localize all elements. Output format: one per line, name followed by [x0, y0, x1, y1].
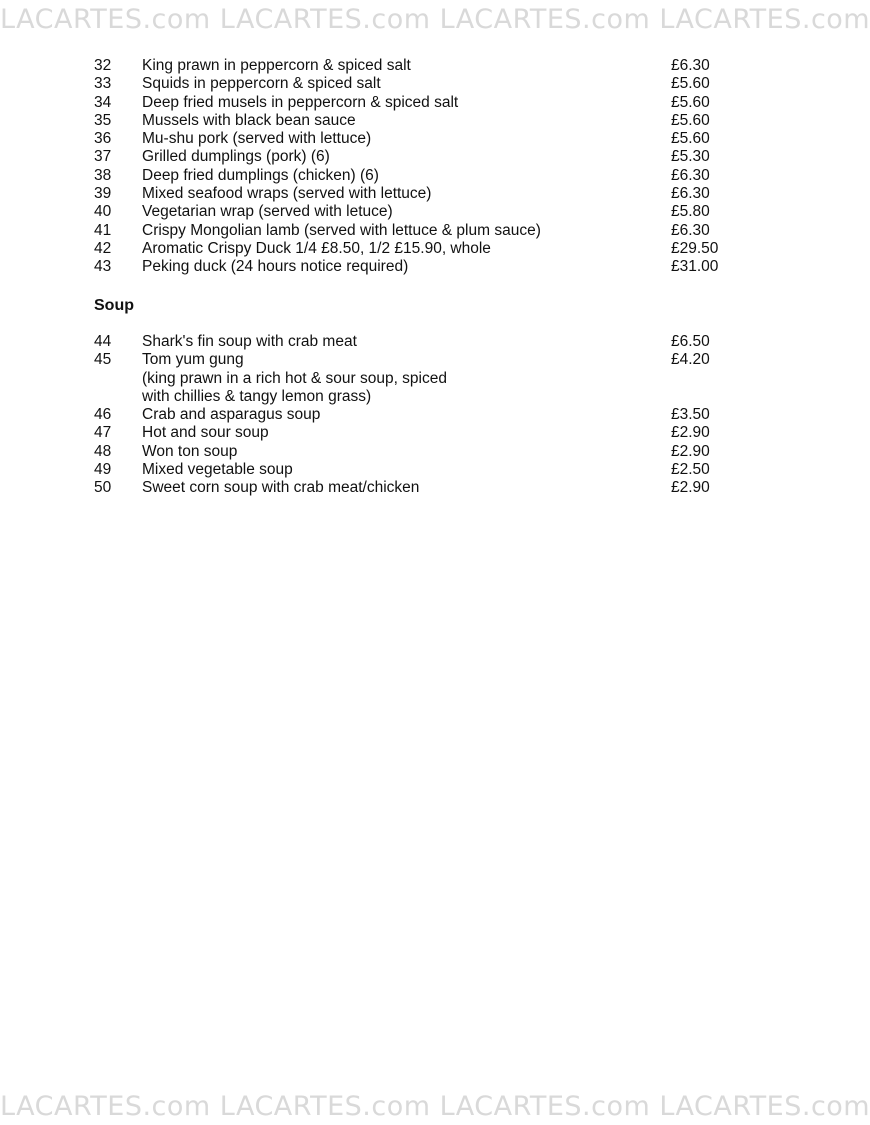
menu-item [94, 443, 734, 461]
item-name: Tom yum gung [142, 351, 244, 369]
menu-item [94, 148, 734, 166]
item-price: £5.60 [671, 111, 710, 129]
menu-item [94, 75, 734, 93]
item-price: £31.00 [671, 258, 719, 276]
menu-item [94, 479, 734, 497]
menu-item [94, 240, 734, 258]
item-price: £6.30 [671, 221, 710, 239]
item-name: Squids in peppercorn & spiced salt [142, 75, 381, 93]
item-name: Mixed vegetable soup [142, 461, 293, 479]
watermark-top: LACARTES.com LACARTES.com LACARTES.com LACARTES.com [0, 4, 870, 35]
item-name: Won ton soup [142, 442, 238, 460]
watermark-bottom: LACARTES.com LACARTES.com LACARTES.com LACARTES.com [0, 1091, 870, 1122]
item-number: 48 [94, 442, 112, 460]
item-number: 47 [94, 424, 112, 442]
soup-list [94, 333, 734, 498]
item-number: 42 [94, 239, 112, 257]
item-name: Mussels with black bean sauce [142, 111, 356, 129]
menu-item [94, 112, 734, 130]
item-price: £5.60 [671, 75, 710, 93]
item-number: 40 [94, 203, 112, 221]
item-number: 50 [94, 479, 112, 497]
item-number: 32 [94, 57, 112, 74]
item-price: £5.30 [671, 148, 710, 166]
menu-item [94, 406, 734, 424]
item-name: Deep fried musels in peppercorn & spiced salt [142, 93, 459, 111]
item-number: 35 [94, 111, 112, 129]
menu-item [94, 461, 734, 479]
item-name: Grilled dumplings (pork) (6) [142, 148, 330, 166]
menu-item [94, 424, 734, 442]
item-price: £6.50 [671, 333, 710, 350]
menu-item [94, 185, 734, 203]
item-name: Shark's fin soup with crab meat [142, 333, 357, 350]
item-name: Crispy Mongolian lamb (served with lettuce & plum sauce) [142, 221, 541, 239]
item-price: £4.20 [671, 351, 710, 369]
item-number: 41 [94, 221, 112, 239]
item-name: King prawn in peppercorn & spiced salt [142, 57, 411, 74]
item-number: 49 [94, 461, 112, 479]
menu-item [94, 258, 734, 276]
menu-item [94, 222, 734, 240]
item-price: £6.30 [671, 166, 710, 184]
item-number: 44 [94, 333, 112, 350]
item-number: 46 [94, 406, 112, 424]
item-name: Aromatic Crispy Duck 1/4 £8.50, 1/2 £15.90, whole [142, 239, 491, 257]
menu-item [94, 57, 734, 75]
menu-item [94, 130, 734, 148]
item-number: 34 [94, 93, 112, 111]
item-number: 38 [94, 166, 112, 184]
starters-list [94, 57, 734, 277]
item-description: with chillies & tangy lemon grass) [142, 387, 372, 405]
menu-item [94, 333, 734, 351]
item-price: £29.50 [671, 239, 719, 257]
item-description-line [94, 370, 734, 388]
menu-item [94, 351, 734, 369]
item-number: 36 [94, 130, 112, 148]
item-price: £5.60 [671, 130, 710, 148]
item-price: £2.50 [671, 461, 710, 479]
item-price: £2.90 [671, 442, 710, 460]
item-description-line [94, 388, 734, 406]
item-name: Sweet corn soup with crab meat/chicken [142, 479, 420, 497]
menu-item [94, 94, 734, 112]
item-number: 43 [94, 258, 112, 276]
section-title-soup: Soup [94, 297, 134, 314]
item-price: £5.60 [671, 93, 710, 111]
item-name: Deep fried dumplings (chicken) (6) [142, 166, 379, 184]
item-price: £3.50 [671, 406, 710, 424]
item-price: £2.90 [671, 424, 710, 442]
item-name: Hot and sour soup [142, 424, 269, 442]
menu-item [94, 203, 734, 221]
item-number: 45 [94, 351, 112, 369]
item-number: 37 [94, 148, 112, 166]
item-number: 39 [94, 185, 112, 203]
item-name: Mu-shu pork (served with lettuce) [142, 130, 372, 148]
item-name: Vegetarian wrap (served with letuce) [142, 203, 393, 221]
item-name: Mixed seafood wraps (served with lettuce) [142, 185, 432, 203]
item-number: 33 [94, 75, 112, 93]
item-name: Peking duck (24 hours notice required) [142, 258, 409, 276]
menu-item [94, 167, 734, 185]
item-price: £5.80 [671, 203, 710, 221]
item-price: £2.90 [671, 479, 710, 497]
item-price: £6.30 [671, 185, 710, 203]
item-description: (king prawn in a rich hot & sour soup, spiced [142, 369, 447, 387]
item-price: £6.30 [671, 57, 710, 74]
item-name: Crab and asparagus soup [142, 406, 321, 424]
